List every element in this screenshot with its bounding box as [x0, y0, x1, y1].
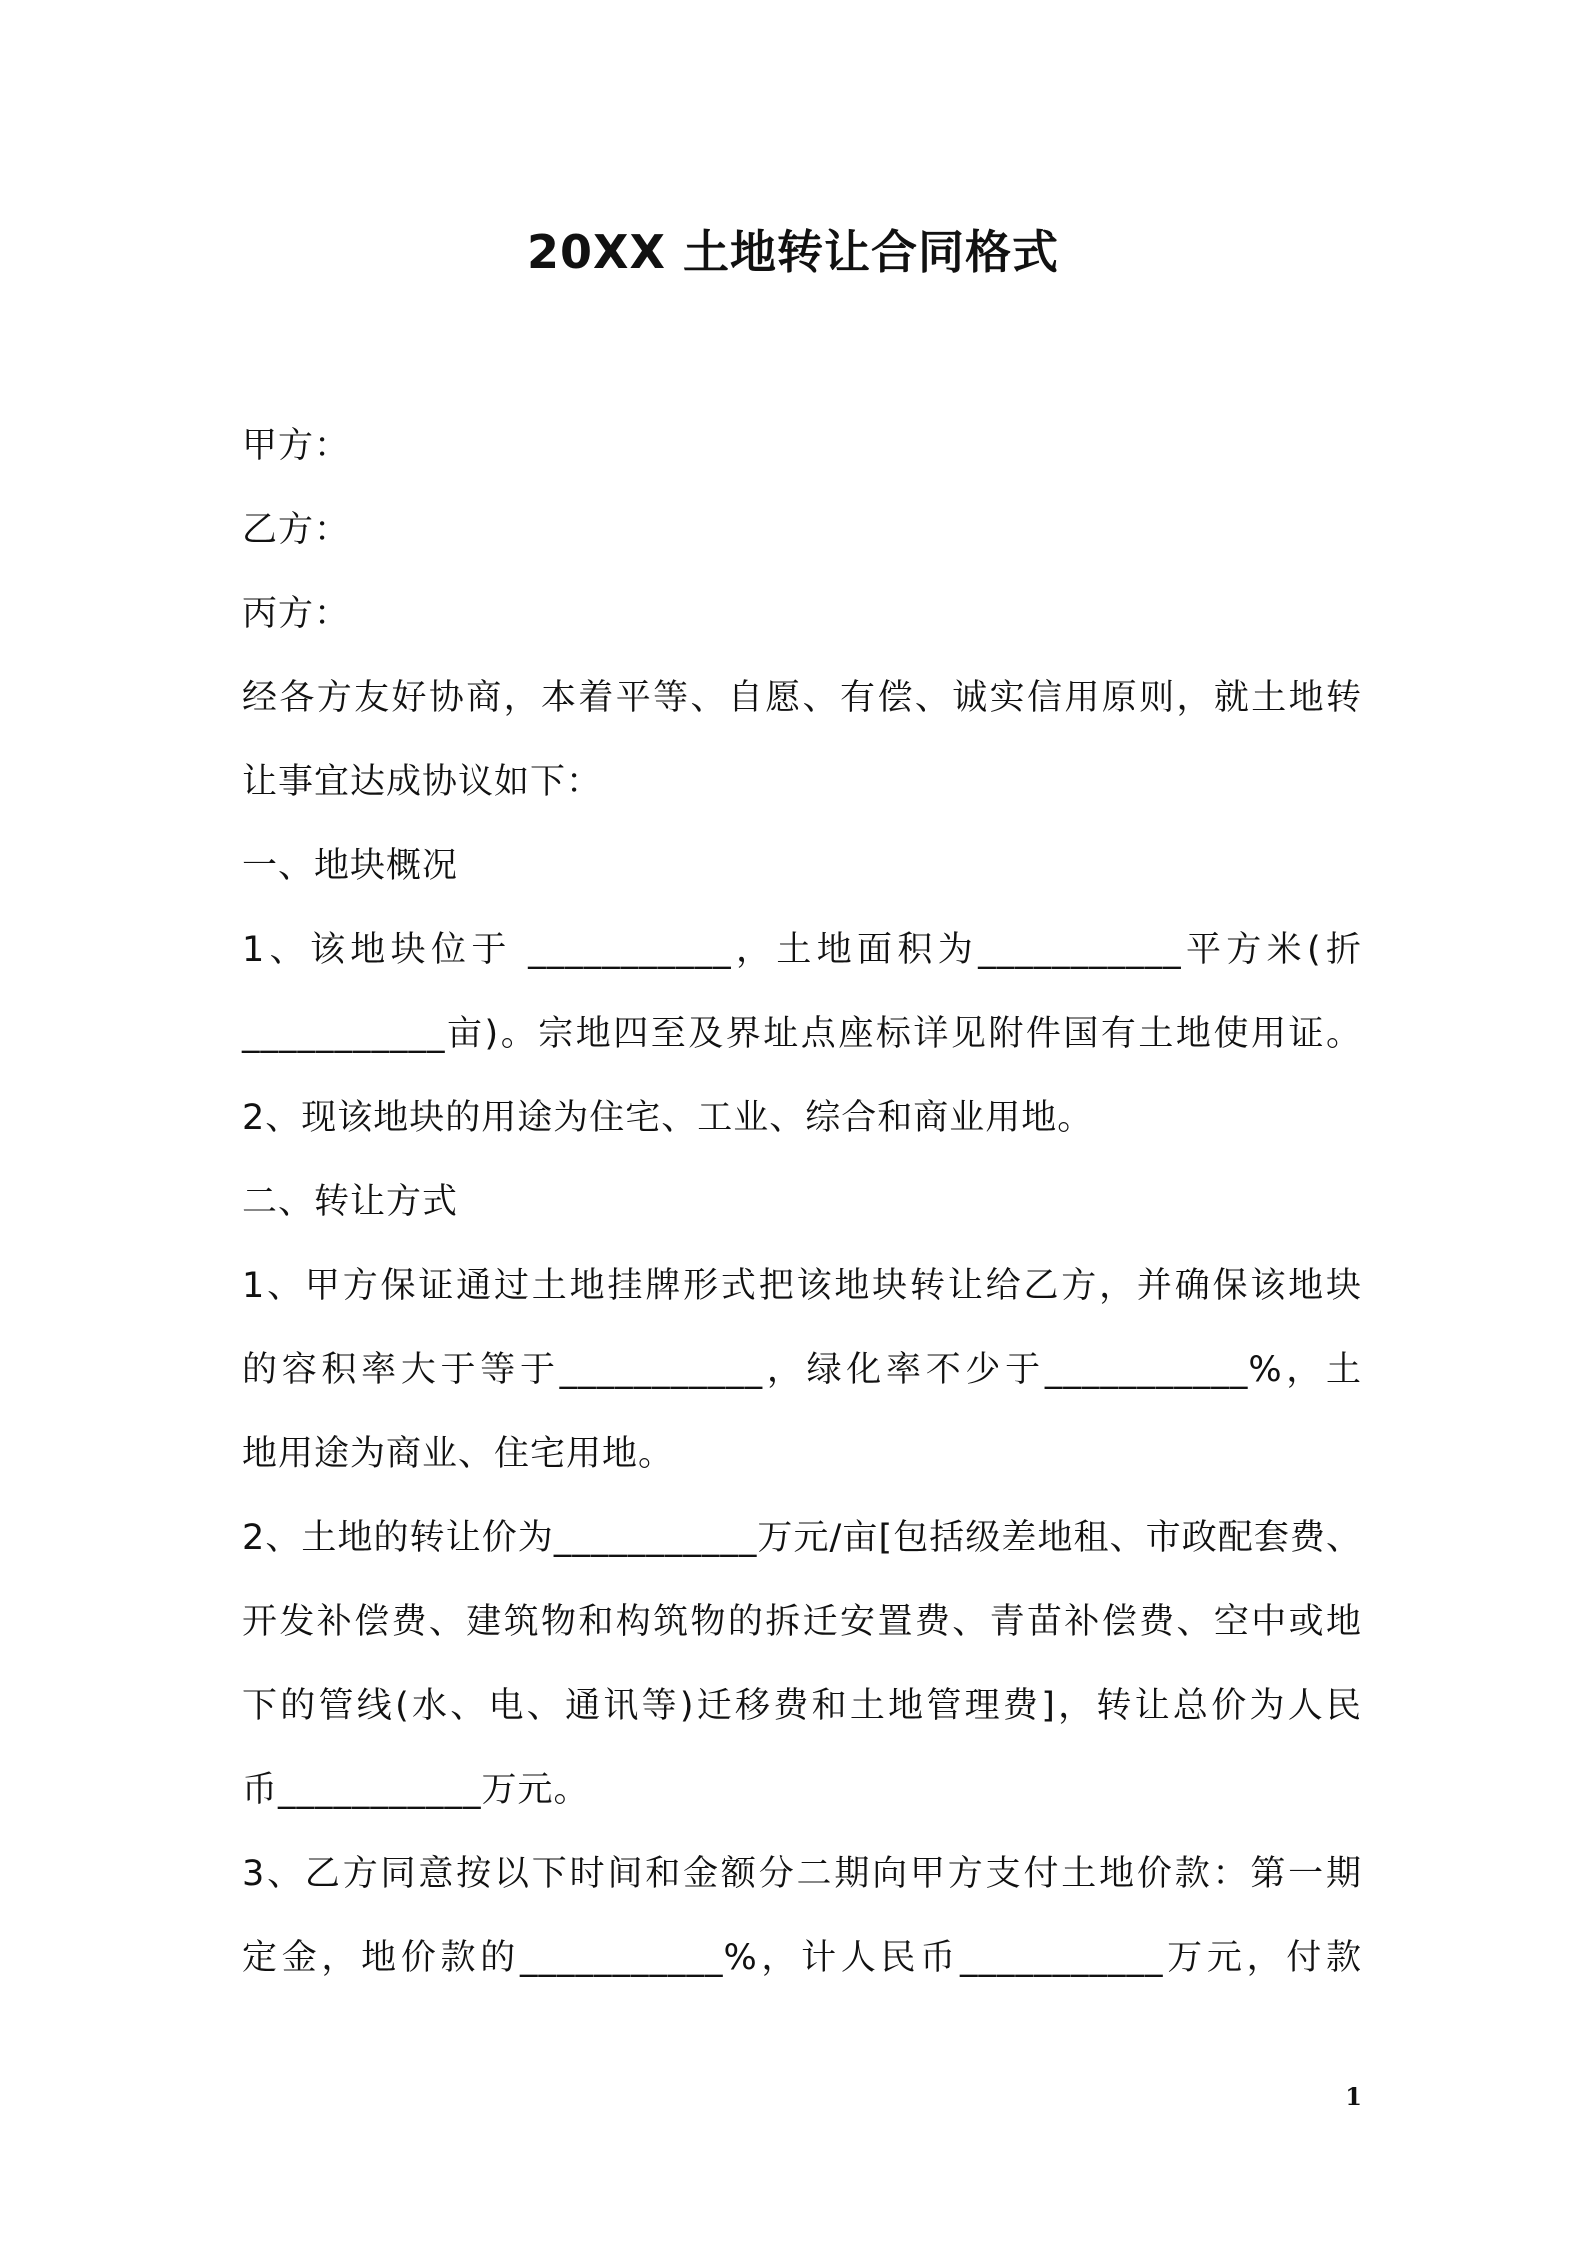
party-b-line: 乙方： [242, 510, 351, 550]
clause-line: 2、现该地块的用途为住宅、工业、综合和商业用地。 [242, 1098, 1094, 1138]
preamble-line: 经各方友好协商，本着平等、自愿、有偿、诚实信用原则，就土地转 [242, 678, 1362, 718]
clause-line: 开发补偿费、建筑物和构筑物的拆迁安置费、青苗补偿费、空中或地 [242, 1602, 1362, 1642]
clause-line: 币___________万元。 [242, 1770, 590, 1810]
section-heading: 二、转让方式 [242, 1182, 459, 1222]
party-c-line: 丙方： [242, 594, 351, 634]
clause-line: ___________亩)。宗地四至及界址点座标详见附件国有土地使用证。 [242, 1014, 1362, 1054]
section-heading: 一、地块概况 [242, 846, 459, 886]
page-number: 1 [1345, 2082, 1362, 2111]
document-body [242, 404, 1362, 2000]
preamble-line: 让事宜达成协议如下： [242, 762, 603, 802]
clause-line: 1、该地块位于 ___________，土地面积为___________平方米(折 [242, 930, 1362, 970]
clause-line: 1、甲方保证通过土地挂牌形式把该地块转让给乙方，并确保该地块 [242, 1266, 1362, 1306]
clause-line: 下的管线(水、电、通讯等)迁移费和土地管理费]，转让总价为人民 [242, 1686, 1362, 1726]
clause-line: 2、土地的转让价为___________万元/亩[包括级差地租、市政配套费、 [242, 1518, 1362, 1558]
clause-line: 3、乙方同意按以下时间和金额分二期向甲方支付土地价款：第一期 [242, 1854, 1362, 1894]
clause-line: 的容积率大于等于___________，绿化率不少于___________%，土 [242, 1350, 1362, 1390]
document-title: 20XX 土地转让合同格式 [527, 225, 1059, 279]
clause-line: 定金，地价款的___________%，计人民币___________万元，付款 [242, 1938, 1362, 1978]
party-a-line: 甲方： [242, 426, 351, 466]
clause-line: 地用途为商业、住宅用地。 [242, 1434, 675, 1474]
